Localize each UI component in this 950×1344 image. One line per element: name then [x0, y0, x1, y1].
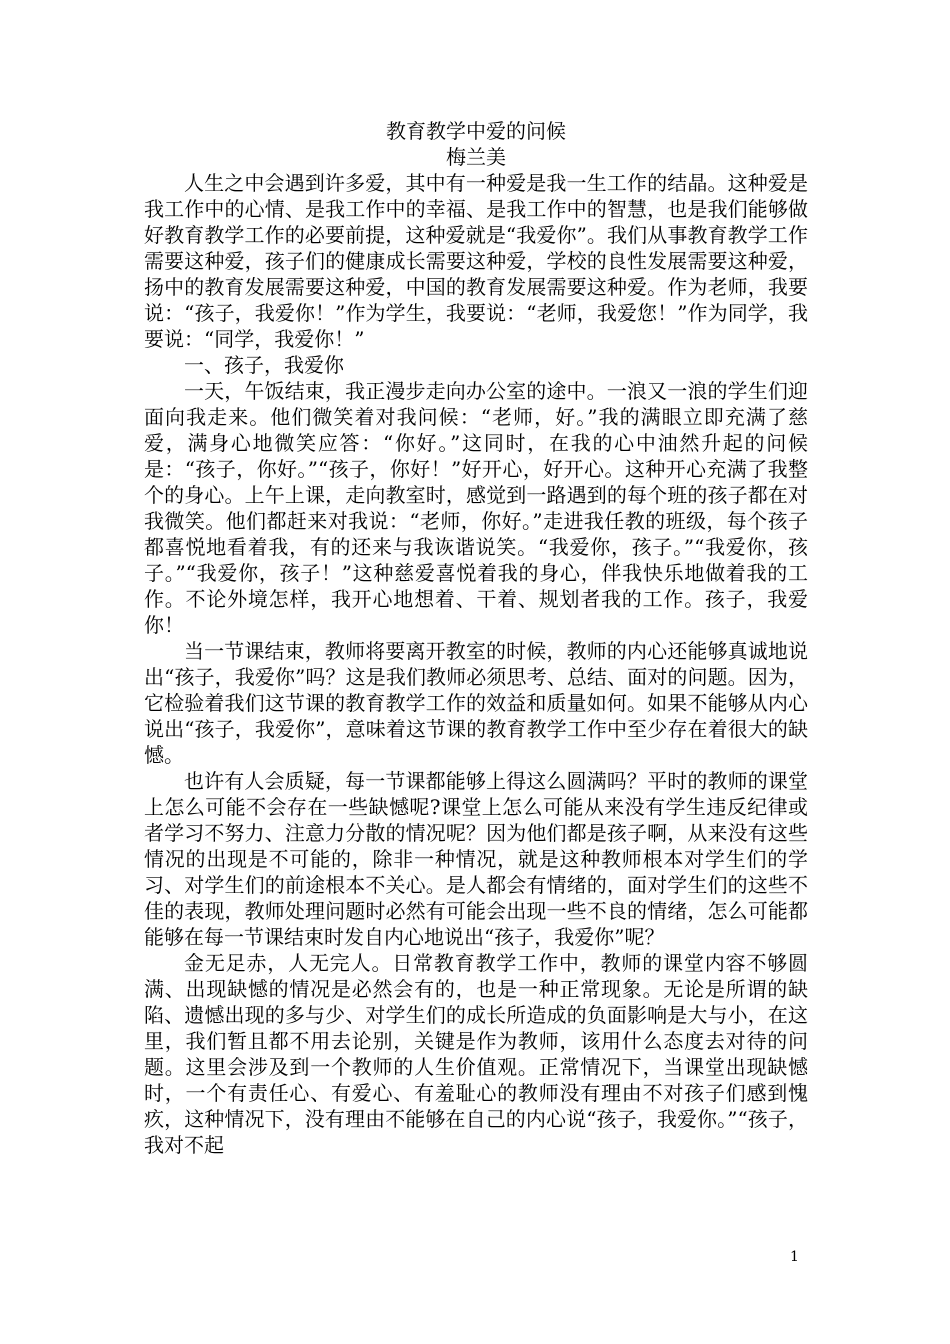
- body-paragraph-1: 一天，午饭结束，我正漫步走向办公室的途中。一浪又一浪的学生们迎面向我走来。他们微笑着对我问候：“老师，好。”我的满眼立即充满了慈爱，满身心地微笑应答：“你好。”这同时，在我的心中油然升起的问候是：“孩子，你好。”“孩子，你好！”好开心，好开心。这种开心充满了我整个的身心。上午上课，走向教室时，感觉到一路遇到的每个班的孩子都在对我微笑。他们都赶来对我说：“老师，你好。”走进我任教的班级，每个孩子都喜悦地看着我，有的还来与我诙谐说笑。“我爱你，孩子。”“我爱你，孩子。”“我爱你，孩子！”这种慈爱喜悦着我的身心，伴我快乐地做着我的工作。不论外境怎样，我开心地想着、干着、规划者我的工作。孩子，我爱你！: [144, 379, 808, 637]
- document-page: [144, 118, 808, 1158]
- document-title: 教育教学中爱的问候: [386, 119, 566, 143]
- intro-paragraph: 人生之中会遇到许多爱，其中有一种爱是我一生工作的结晶。这种爱是我工作中的心情、是我工作中的幸福、是我工作中的智慧，也是我们能够做好教育教学工作的必要前提，这种爱就是“我爱你”。我们从事教育教学工作需要这种爱，孩子们的健康成长需要这种爱，学校的良性发展需要这种爱，扬中的教育发展需要这种爱，中国的教育发展需要这种爱。作为老师，我要说：“孩子，我爱你！”作为学生，我要说：“老师，我爱您！”作为同学，我要说：“同学，我爱你！”: [144, 171, 808, 351]
- document-author: 梅兰美: [446, 145, 506, 169]
- body-paragraph-2: 当一节课结束，教师将要离开教室的时候，教师的内心还能够真诚地说出“孩子，我爱你”吗？这是我们教师必须思考、总结、面对的问题。因为，它检验着我们这节课的教育教学工作的效益和质量如何。如果不能够从内心说出“孩子，我爱你”，意味着这节课的教育教学工作中至少存在着很大的缺憾。: [144, 639, 808, 767]
- body-paragraph-3: 也许有人会质疑，每一节课都能够上得这么圆满吗？平时的教师的课堂上怎么可能不会存在一些缺憾呢?课堂上怎么可能从来没有学生违反纪律或者学习不努力、注意力分散的情况呢？因为他们都是孩子啊，从来没有这些情况的出现是不可能的，除非一种情况，就是这种教师根本对学生们的学习、对学生们的前途根本不关心。是人都会有情绪的，面对学生们的这些不佳的表现，教师处理问题时必然有可能会出现一些不良的情绪，怎么可能都能够在每一节课结束时发自内心地说出“孩子，我爱你”呢？: [144, 769, 808, 949]
- body-paragraph-4: 金无足赤，人无完人。日常教育教学工作中，教师的课堂内容不够圆满、出现缺憾的情况是必然会有的，也是一种正常现象。无论是所谓的缺陷、遗憾出现的多与少、对学生们的成长所造成的负面影响是大与小，在这里，我们暂且都不用去论别，关键是作为教师，该用什么态度去对待的问题。这里会涉及到一个教师的人生价值观。正常情况下，当课堂出现缺憾时，一个有责任心、有爱心、有羞耻心的教师没有理由不对孩子们感到愧疚，这种情况下，没有理由不能够在自己的内心说“孩子，我爱你。”“孩子，我对不起: [144, 951, 808, 1157]
- section-heading: 一、孩子，我爱你: [184, 353, 344, 377]
- page-number: 1: [790, 1249, 799, 1265]
